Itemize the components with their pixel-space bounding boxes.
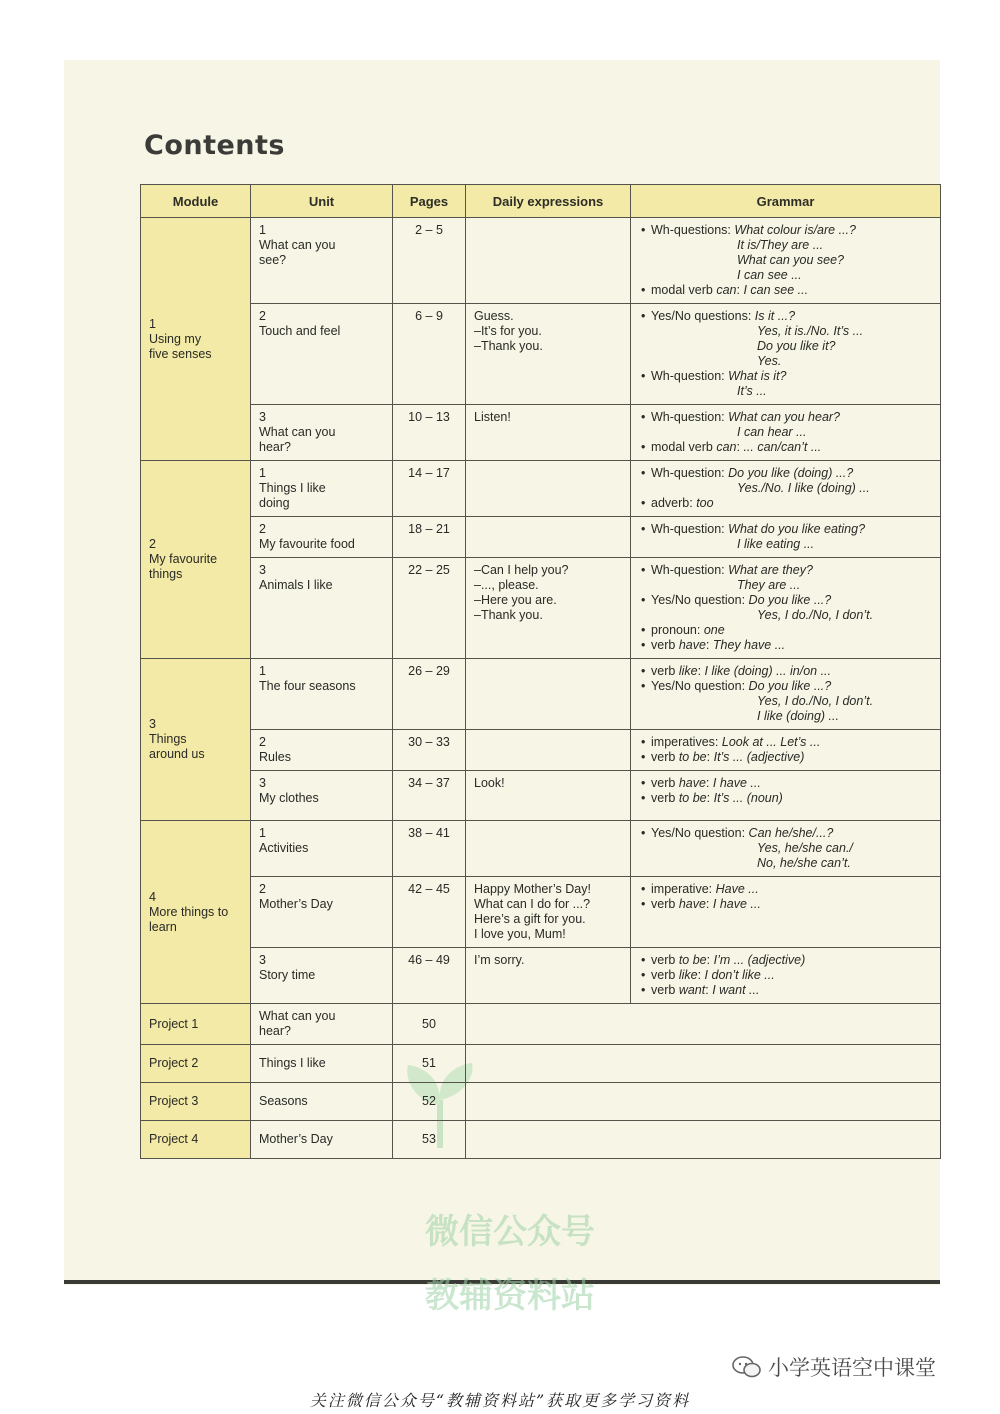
daily-expressions-cell — [466, 821, 631, 877]
module-number: 1 — [149, 316, 156, 331]
unit-number: 3 — [259, 776, 266, 790]
pages-cell: 42 – 45 — [393, 877, 466, 948]
daily-expression: Happy Mother’s Day! — [474, 882, 591, 896]
unit-cell — [251, 304, 393, 405]
project-title-line: Seasons — [259, 1094, 308, 1108]
grammar-label: Yes/No questions: — [651, 309, 752, 323]
module-name-line: five senses — [149, 346, 212, 361]
unit-title-line: Things I like — [259, 481, 326, 495]
grammar-label-term: have — [678, 897, 706, 911]
grammar-label-term: can — [716, 283, 737, 297]
grammar-label: modal verb — [651, 440, 713, 454]
grammar-cell — [631, 218, 941, 304]
grammar-example: I’m ... (adjective) — [713, 953, 806, 967]
project-name-cell: Project 1 — [141, 1004, 251, 1045]
table-row — [141, 304, 941, 405]
project-pages-cell: 52 — [393, 1083, 466, 1121]
daily-expression: –Thank you. — [474, 608, 543, 622]
header-row — [141, 185, 941, 218]
project-row — [141, 1121, 941, 1159]
grammar-example: one — [703, 623, 725, 637]
unit-cell — [251, 771, 393, 821]
unit-title-line: My clothes — [259, 791, 319, 805]
grammar-item: • verb want: I want ... — [639, 983, 932, 998]
grammar-label: Wh-question: — [651, 369, 725, 383]
grammar-label: imperative: — [651, 882, 713, 896]
project-empty-cell — [466, 1083, 941, 1121]
unit-cell — [251, 659, 393, 730]
grammar-example: What can you hear? — [728, 410, 841, 424]
table-row — [141, 405, 941, 461]
unit-title-line: hear? — [259, 440, 291, 454]
grammar-continuation: What can you see? — [737, 253, 845, 267]
grammar-label: Wh-question: — [651, 563, 725, 577]
daily-expression: I’m sorry. — [474, 953, 525, 967]
project-row — [141, 1004, 941, 1045]
grammar-continuation: Yes, he/she can./ — [757, 841, 853, 855]
grammar-example: Is it ...? — [754, 309, 796, 323]
grammar-item — [639, 623, 932, 638]
grammar-continuation: Do you like it? — [757, 339, 836, 353]
grammar-label: Wh-question: — [651, 466, 725, 480]
module-cell — [141, 218, 251, 461]
grammar-item: • verb like: I like (doing) ... in/on ... — [639, 664, 932, 679]
project-empty-cell — [466, 1121, 941, 1159]
watermark-line1: 微信公众号 — [425, 1212, 595, 1252]
grammar-example: I want ... — [712, 983, 760, 997]
unit-cell — [251, 218, 393, 304]
table-row — [141, 730, 941, 771]
daily-expressions-cell — [466, 517, 631, 558]
grammar-example: Do you like ...? — [748, 679, 832, 693]
unit-title-line: Rules — [259, 750, 291, 764]
grammar-continuation: Yes./No. I like (doing) ... — [737, 481, 870, 495]
unit-cell — [251, 558, 393, 659]
project-name-cell: Project 4 — [141, 1121, 251, 1159]
daily-expressions-cell — [466, 659, 631, 730]
unit-number: 2 — [259, 309, 266, 323]
daily-expression: –Thank you. — [474, 339, 543, 353]
grammar-example: Can he/she/...? — [748, 826, 834, 840]
project-pages-cell: 53 — [393, 1121, 466, 1159]
table-row — [141, 218, 941, 304]
pages-cell: 22 – 25 — [393, 558, 466, 659]
table-row — [141, 877, 941, 948]
grammar-label: verb — [651, 968, 676, 982]
project-title-line: What can you — [259, 1009, 336, 1023]
grammar-label-term: want — [678, 983, 706, 997]
grammar-label: Yes/No question: — [651, 679, 746, 693]
grammar-continuation: Yes, I do./No, I don’t. — [757, 694, 874, 708]
grammar-label-term: to be — [678, 791, 707, 805]
grammar-label: pronoun: — [651, 623, 701, 637]
grammar-item — [639, 466, 932, 481]
unit-title-line: My favourite food — [259, 537, 355, 551]
grammar-cell — [631, 771, 941, 821]
grammar-item — [639, 309, 932, 324]
project-name-cell: Project 2 — [141, 1045, 251, 1083]
wechat-attribution — [732, 1352, 936, 1382]
project-empty-cell — [466, 1004, 941, 1045]
grammar-label-term: to be — [678, 953, 707, 967]
grammar-continuation: I can see ... — [737, 268, 802, 282]
header-daily-expressions: Daily expressions — [466, 185, 631, 218]
unit-number: 2 — [259, 522, 266, 536]
unit-number: 1 — [259, 466, 266, 480]
grammar-item: • verb have: I have ... — [639, 897, 932, 912]
module-number: 3 — [149, 717, 156, 731]
grammar-item — [639, 826, 932, 841]
grammar-example: What are they? — [728, 563, 813, 577]
grammar-label: verb — [651, 953, 676, 967]
unit-title-line: Touch and feel — [259, 324, 341, 338]
unit-cell — [251, 461, 393, 517]
header-grammar: Grammar — [631, 185, 941, 218]
unit-cell — [251, 948, 393, 1004]
daily-expression: I love you, Mum! — [474, 927, 566, 941]
grammar-item — [639, 496, 932, 511]
grammar-example: Do you like (doing) ...? — [728, 466, 854, 480]
project-row — [141, 1083, 941, 1121]
grammar-label: verb — [651, 750, 676, 764]
unit-title-line: Story time — [259, 968, 316, 982]
grammar-label-term: like — [678, 968, 698, 982]
daily-expression: Look! — [474, 776, 505, 790]
grammar-continuation: Yes, it is./No. It’s ... — [757, 324, 864, 338]
pages-cell: 18 – 21 — [393, 517, 466, 558]
grammar-cell — [631, 730, 941, 771]
grammar-label-term: like — [678, 664, 698, 678]
grammar-label: Wh-question: — [651, 522, 725, 536]
unit-title-line: Mother’s Day — [259, 897, 333, 911]
module-cell — [141, 461, 251, 659]
grammar-cell — [631, 461, 941, 517]
unit-cell — [251, 405, 393, 461]
pages-cell: 14 – 17 — [393, 461, 466, 517]
grammar-label: Wh-question: — [651, 410, 725, 424]
wechat-icon — [732, 1355, 762, 1379]
module-name-line: things — [149, 567, 183, 581]
grammar-item: • verb have: I have ... — [639, 776, 932, 791]
module-cell — [141, 821, 251, 1004]
unit-number: 2 — [259, 735, 266, 749]
module-name-line: around us — [149, 747, 205, 761]
project-title-line: Mother’s Day — [259, 1132, 333, 1146]
daily-expressions-cell — [466, 461, 631, 517]
pages-cell: 38 – 41 — [393, 821, 466, 877]
grammar-item: • verb have: They have ... — [639, 638, 932, 653]
daily-expression: –Can I help you? — [474, 563, 569, 577]
unit-number: 1 — [259, 826, 266, 840]
grammar-label: imperatives: — [651, 735, 719, 749]
grammar-example: Have ... — [715, 882, 759, 896]
project-title-cell — [251, 1121, 393, 1159]
unit-title-line: doing — [259, 496, 290, 510]
module-name-line: More things to — [149, 904, 229, 919]
project-pages-cell: 51 — [393, 1045, 466, 1083]
unit-cell — [251, 877, 393, 948]
grammar-label: verb — [651, 638, 676, 652]
grammar-example: I have ... — [712, 776, 761, 790]
grammar-label: adverb: — [651, 496, 693, 510]
daily-expression: –Here you are. — [474, 593, 557, 607]
grammar-example: I like (doing) ... in/on ... — [704, 664, 831, 678]
unit-number: 3 — [259, 410, 266, 424]
grammar-example: What do you like eating? — [728, 522, 866, 536]
watermark — [380, 1200, 640, 1328]
table-row — [141, 821, 941, 877]
project-empty-cell — [466, 1045, 941, 1083]
grammar-continuation: I like (doing) ... — [757, 709, 839, 723]
grammar-label: Yes/No question: — [651, 593, 746, 607]
grammar-continuation: I like eating ... — [737, 537, 815, 551]
grammar-item: • modal verb can: ... can/can’t ... — [639, 440, 932, 455]
grammar-example: I have ... — [712, 897, 761, 911]
grammar-cell — [631, 821, 941, 877]
page-title: Contents — [144, 130, 286, 161]
grammar-cell — [631, 405, 941, 461]
pages-cell: 2 – 5 — [393, 218, 466, 304]
grammar-label: verb — [651, 983, 676, 997]
grammar-example: What is it? — [728, 369, 787, 383]
grammar-continuation: It is/They are ... — [737, 238, 824, 252]
grammar-continuation: They are ... — [737, 578, 801, 592]
pages-cell: 30 – 33 — [393, 730, 466, 771]
grammar-item — [639, 563, 932, 578]
daily-expressions-cell — [466, 218, 631, 304]
pages-cell: 10 – 13 — [393, 405, 466, 461]
module-name-line: My favourite — [149, 552, 218, 566]
unit-title-line: Activities — [259, 841, 309, 855]
grammar-item — [639, 522, 932, 537]
grammar-label: verb — [651, 664, 676, 678]
daily-expressions-cell — [466, 771, 631, 821]
pages-cell: 26 – 29 — [393, 659, 466, 730]
table-row — [141, 771, 941, 821]
grammar-continuation: I can hear ... — [737, 425, 807, 439]
table-row — [141, 517, 941, 558]
unit-title-line: see? — [259, 253, 287, 267]
grammar-label: Wh-questions: — [651, 223, 731, 237]
unit-title-line: What can you — [259, 425, 336, 439]
daily-expression: Guess. — [474, 309, 514, 323]
grammar-item — [639, 882, 932, 897]
grammar-cell — [631, 517, 941, 558]
unit-number: 3 — [259, 953, 266, 967]
grammar-cell — [631, 659, 941, 730]
daily-expressions-cell — [466, 405, 631, 461]
grammar-label: verb — [651, 791, 676, 805]
grammar-item — [639, 223, 932, 238]
grammar-continuation: Yes. — [757, 354, 782, 368]
module-name-line: Using my — [149, 331, 202, 346]
unit-cell — [251, 517, 393, 558]
watermark-line2: 教辅资料站 — [425, 1276, 595, 1316]
daily-expression: –..., please. — [474, 578, 539, 592]
grammar-example: It’s ... (adjective) — [713, 750, 805, 764]
grammar-item — [639, 369, 932, 384]
grammar-cell — [631, 948, 941, 1004]
module-name-line: learn — [149, 919, 177, 934]
daily-expression: Here’s a gift for you. — [474, 912, 586, 926]
pages-cell: 46 – 49 — [393, 948, 466, 1004]
header-unit: Unit — [251, 185, 393, 218]
daily-expression: –It’s for you. — [474, 324, 542, 338]
grammar-item: • modal verb can: I can see ... — [639, 283, 932, 298]
unit-number: 1 — [259, 664, 266, 678]
project-name-cell: Project 3 — [141, 1083, 251, 1121]
header-module: Module — [141, 185, 251, 218]
daily-expressions-cell — [466, 877, 631, 948]
daily-expressions-cell — [466, 304, 631, 405]
grammar-cell — [631, 304, 941, 405]
grammar-example: They have ... — [712, 638, 786, 652]
header-pages: Pages — [393, 185, 466, 218]
grammar-example: Look at ... Let’s ... — [721, 735, 821, 749]
pages-cell: 34 – 37 — [393, 771, 466, 821]
project-title-line: hear? — [259, 1024, 291, 1038]
module-name-line: Things — [149, 732, 187, 746]
unit-title-line: The four seasons — [259, 679, 356, 693]
grammar-example: It’s ... (noun) — [713, 791, 783, 805]
grammar-example: I don’t like ... — [704, 968, 775, 982]
daily-expression: Listen! — [474, 410, 511, 424]
grammar-item: • verb to be: I’m ... (adjective) — [639, 953, 932, 968]
grammar-cell — [631, 558, 941, 659]
daily-expressions-cell — [466, 558, 631, 659]
table-row — [141, 558, 941, 659]
table-row — [141, 659, 941, 730]
module-number: 4 — [149, 889, 156, 904]
project-title-line: Things I like — [259, 1056, 326, 1070]
grammar-label-term: can — [716, 440, 737, 454]
unit-title-line: Animals I like — [259, 578, 333, 592]
unit-number: 1 — [259, 223, 266, 237]
grammar-cell — [631, 877, 941, 948]
grammar-continuation: It’s ... — [737, 384, 767, 398]
module-number: 2 — [149, 537, 156, 551]
grammar-item: • verb to be: It’s ... (noun) — [639, 791, 932, 806]
grammar-item — [639, 735, 932, 750]
footer-note: 关注微信公众号“教辅资料站”获取更多学习资料 — [309, 1391, 691, 1410]
unit-number: 2 — [259, 882, 266, 896]
project-pages-cell: 50 — [393, 1004, 466, 1045]
grammar-item — [639, 410, 932, 425]
project-title-cell — [251, 1004, 393, 1045]
grammar-item — [639, 679, 932, 694]
grammar-example: too — [696, 496, 714, 510]
grammar-label-term: have — [678, 638, 706, 652]
daily-expression: What can I do for ...? — [474, 897, 591, 911]
daily-expressions-cell — [466, 948, 631, 1004]
grammar-label: Yes/No question: — [651, 826, 746, 840]
grammar-continuation: Yes, I do./No, I don’t. — [757, 608, 874, 622]
grammar-label-term: to be — [678, 750, 707, 764]
grammar-item: • verb to be: It’s ... (adjective) — [639, 750, 932, 765]
grammar-item: • verb like: I don’t like ... — [639, 968, 932, 983]
daily-expressions-cell — [466, 730, 631, 771]
grammar-label-term: have — [678, 776, 706, 790]
grammar-item — [639, 593, 932, 608]
project-title-cell — [251, 1083, 393, 1121]
wechat-account-name: 小学英语空中课堂 — [768, 1356, 936, 1380]
grammar-example: ... can/can’t ... — [743, 440, 822, 454]
grammar-label: verb — [651, 897, 676, 911]
grammar-example: What colour is/are ...? — [734, 223, 856, 237]
project-title-cell — [251, 1045, 393, 1083]
module-cell — [141, 659, 251, 821]
table-row — [141, 461, 941, 517]
grammar-example: I can see ... — [743, 283, 809, 297]
table-row — [141, 948, 941, 1004]
grammar-label: modal verb — [651, 283, 713, 297]
unit-cell — [251, 821, 393, 877]
contents-table — [140, 184, 941, 1159]
pages-cell: 6 – 9 — [393, 304, 466, 405]
grammar-example: Do you like ...? — [748, 593, 832, 607]
unit-number: 3 — [259, 563, 266, 577]
project-row — [141, 1045, 941, 1083]
unit-title-line: What can you — [259, 238, 336, 252]
grammar-continuation: No, he/she can’t. — [757, 856, 851, 870]
unit-cell — [251, 730, 393, 771]
grammar-label: verb — [651, 776, 676, 790]
